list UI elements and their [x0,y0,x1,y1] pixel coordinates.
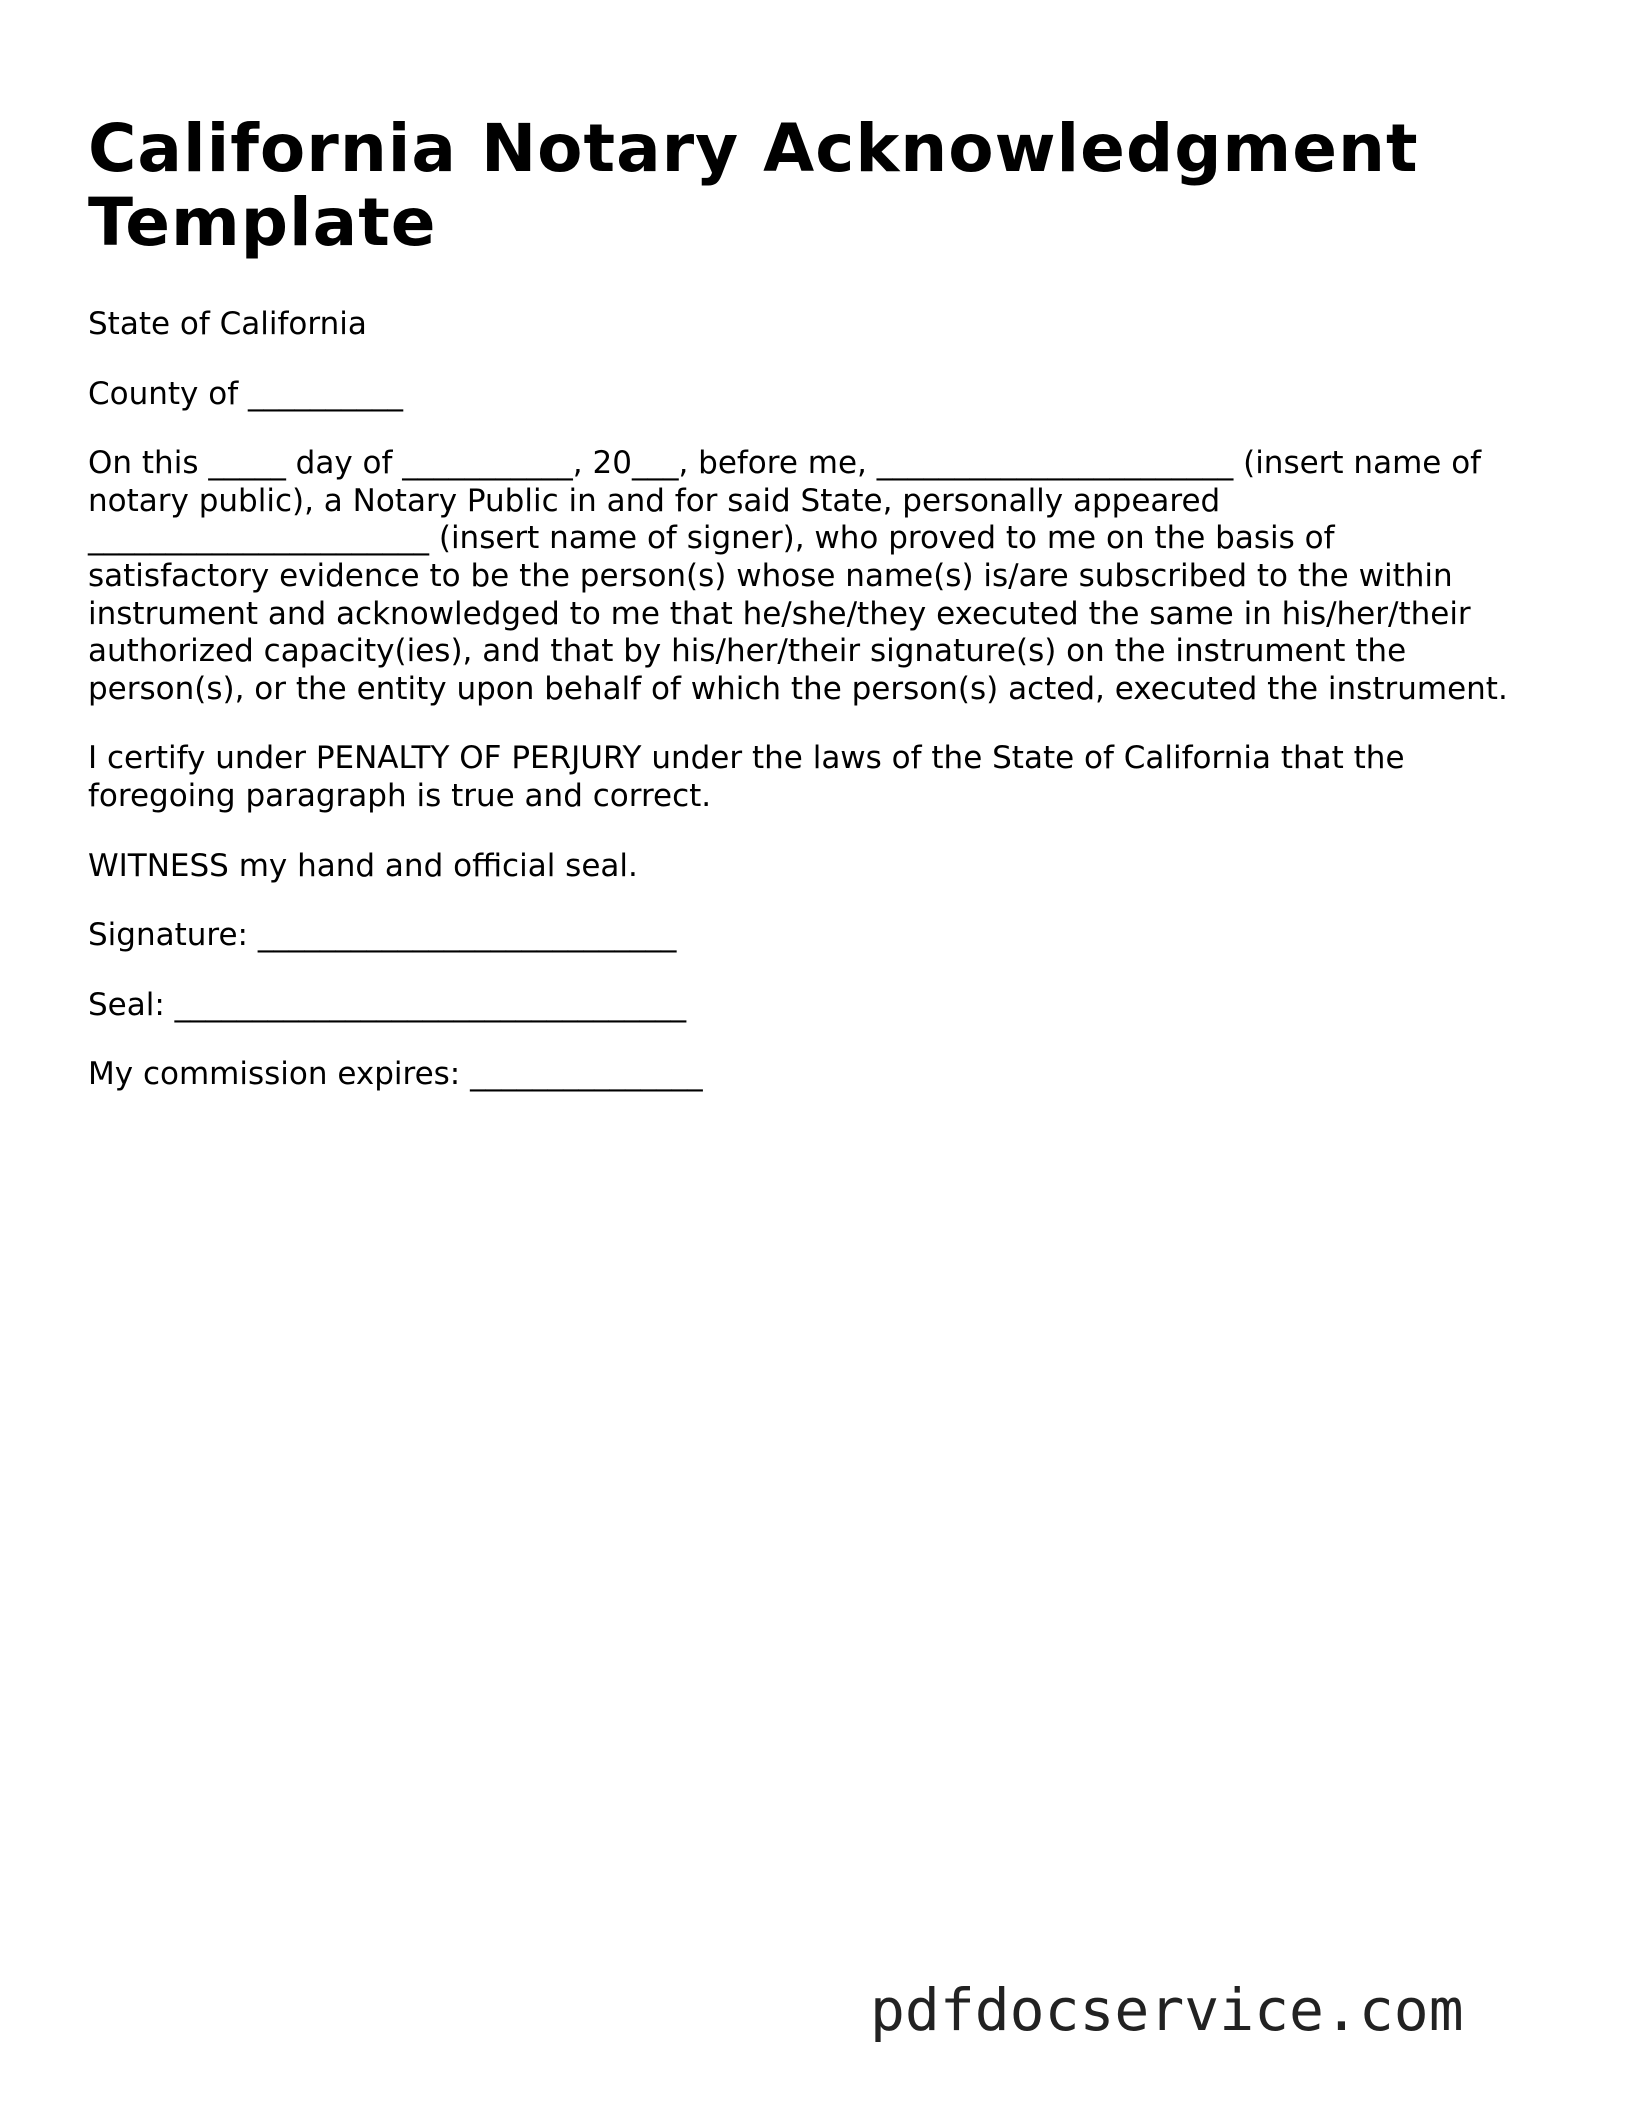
commission-expires-line: My commission expires: _______________ [88,1056,703,1093]
county-line: County of __________ [88,375,403,412]
certify-paragraph: I certify under PENALTY OF PERJURY under the laws of the State of California that the foregoing paragraph is true and correct. [88,740,1405,814]
witness-line: WITNESS my hand and official seal. [88,847,638,884]
signature-line: Signature: ___________________________ [88,917,677,954]
site-watermark: pdfdocservice.com [870,1976,1464,2044]
document-page [88,112,1508,1094]
seal-line: Seal: _________________________________ [88,986,687,1023]
acknowledgment-paragraph: On this _____ day of ___________, 20___, before me, _______________________ (insert name of notary public), a Notary Public in and for said State, personally appeared ______________________ (insert name of signer), who proved to me on the basis of satisfactory evidence to be the person(s) whose name(s) is/are subscribed to the within instrument and acknowledged to me that he/she/they executed the same in his/her/their authorized capacity(ies), and that by his/her/their signature(s) on the instrument the person(s), or the entity upon behalf of which the person(s) acted, executed the instrument. [88,445,1508,707]
document-title: California Notary Acknowledgment Template [88,110,1419,261]
state-line: State of California [88,306,367,342]
